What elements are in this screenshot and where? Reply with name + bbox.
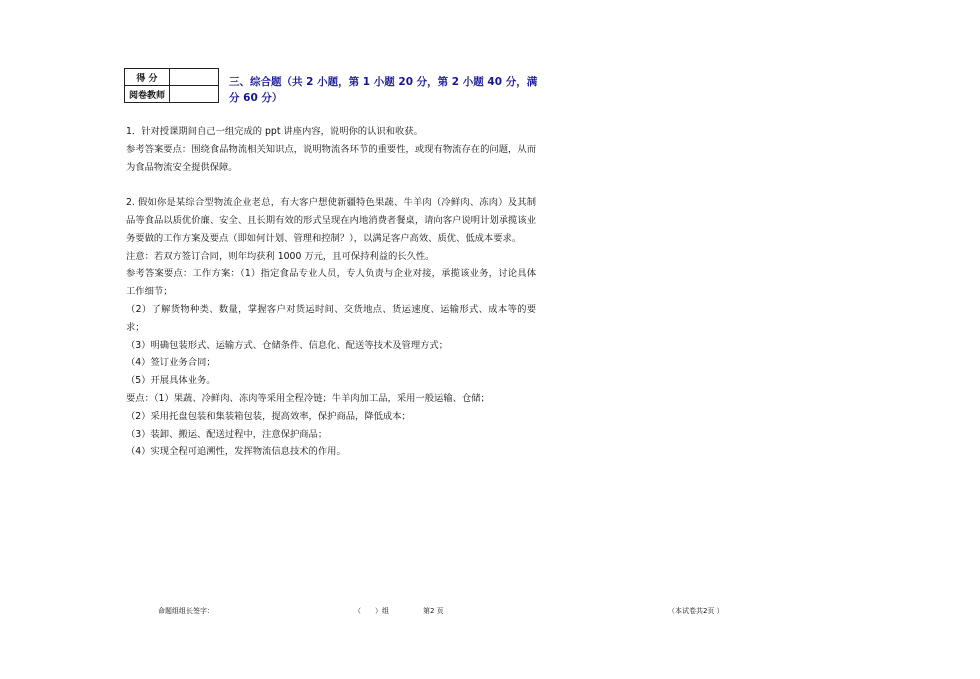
score-label: 得 分 [125, 69, 170, 86]
question-1-answer: 参考答案要点：围绕食品物流相关知识点，说明物流各环节的重要性，或现有物流存在的问题，从而为食品物流安全提供保障。 [126, 143, 536, 173]
footer-group: （ ）组 [354, 607, 389, 615]
footer-page-number: 第2 页 [423, 607, 444, 615]
exam-content [126, 123, 536, 461]
answer-line: （2）了解货物种类、数量，掌握客户对货运时间、交货地点、货运速度、运输形式、成本等的要求； [126, 303, 536, 333]
section-title: 三、综合题（共 2 小题，第 1 小题 20 分，第 2 小题 40 分，满分 60 分） [229, 76, 538, 104]
answer-line: 要点：（1）果蔬、冷鲜肉、冻肉等采用全程冷链；牛羊肉加工品，采用一般运输、仓储； [126, 392, 490, 404]
answer-line: （4）签订业务合同； [126, 357, 216, 369]
answer-line: 参考答案要点：工作方案：（1）指定食品专业人员，专人负责与企业对接，承揽该业务，讨论具体工作细节； [126, 268, 536, 298]
grader-label: 阅卷教师 [125, 86, 170, 103]
score-box [124, 68, 219, 103]
answer-line: （2）采用托盘包装和集装箱包装，提高效率，保护商品，降低成本； [126, 410, 411, 422]
answer-line: （4）实现全程可追溯性，发挥物流信息技术的作用。 [126, 446, 346, 458]
answer-line: （3）明确包装形式、运输方式、仓储条件、信息化、配送等技术及管理方式； [126, 339, 449, 351]
grader-value-cell [170, 86, 219, 103]
answer-line: （3）装卸、搬运、配送过程中，注意保护商品； [126, 428, 328, 440]
spacer [126, 176, 536, 194]
answer-line: （5）开展具体业务。 [126, 375, 216, 387]
footer-total-pages: （本试卷共2页 ） [668, 607, 724, 615]
question-1-prompt: 1．针对授课期间自己一组完成的 ppt 讲座内容，说明你的认识和收获。 [126, 126, 423, 137]
footer-signature: 命题组组长签字： [158, 607, 214, 615]
question-2-prompt: 2. 假如你是某综合型物流企业老总，有大客户想使新疆特色果蔬、牛羊肉（冷鲜肉、冻肉）及其制品等食品以质优价廉、安全、且长期有效的形式呈现在内地消费者餐桌，请向客户说明计划承揽该业务要做的工作方案及要点（即如何计划、管理和控制？），以满足客户高效、质优、低成本要求。 [126, 197, 536, 244]
score-value-cell [170, 69, 219, 86]
question-2-note: 注意：若双方签订合同，则年均获利 1000 万元，且可保持利益的长久性。 [126, 250, 435, 262]
